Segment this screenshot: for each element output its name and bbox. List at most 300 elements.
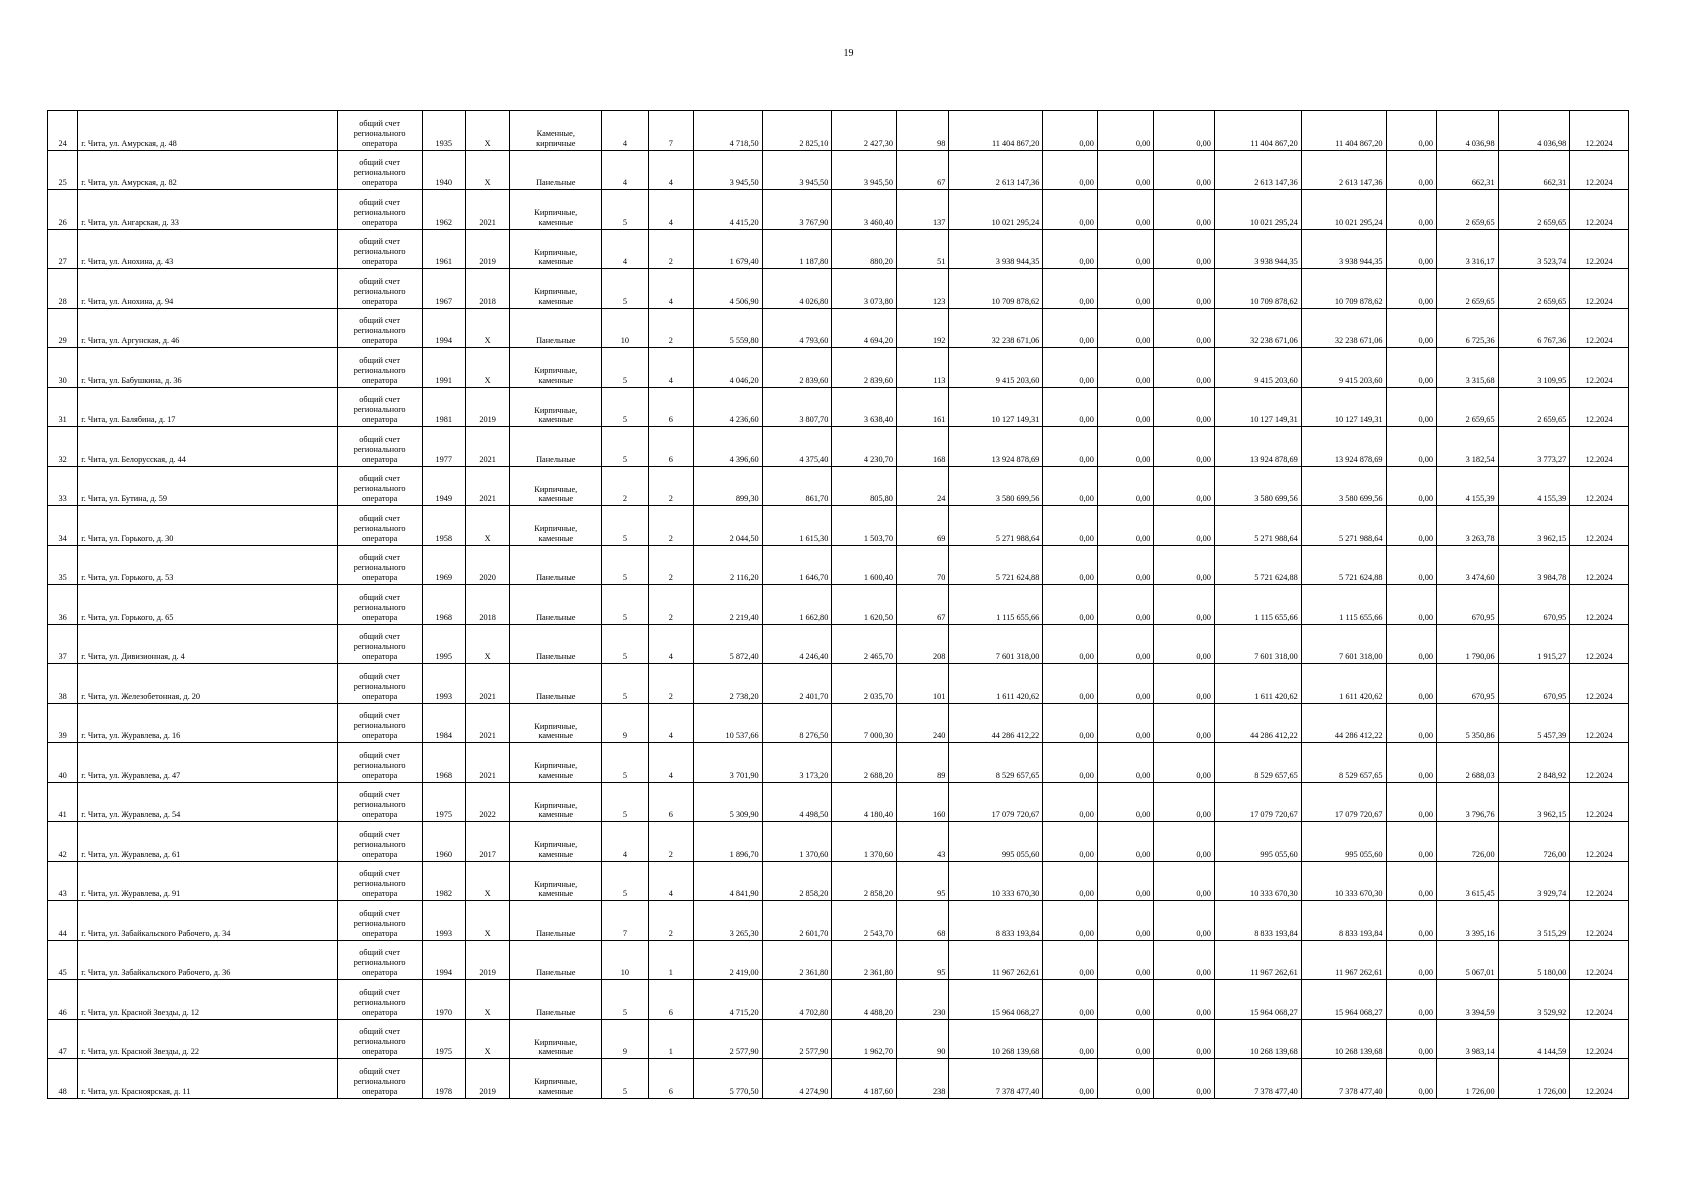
account-type-line: общий счет	[359, 474, 400, 484]
account-type-line: регионального	[353, 839, 406, 849]
max-unit-cost-cell: 3 109,95	[1498, 348, 1570, 388]
floors-cell: 4	[602, 822, 648, 862]
other-funds-cell: 0,00	[1386, 387, 1436, 427]
total-area-cell: 5 309,90	[694, 782, 763, 822]
residential-area-cell: 4 230,70	[832, 427, 897, 467]
residents-count-cell: 137	[896, 190, 948, 230]
unit-cost-cell: 3 315,68	[1437, 348, 1499, 388]
repair-cost-total-cell: 11 404 867,20	[949, 111, 1043, 151]
total-area-cell: 4 396,60	[694, 427, 763, 467]
commission-year-cell: 1949	[422, 466, 465, 506]
account-type-cell	[337, 466, 422, 506]
account-type-cell	[337, 308, 422, 348]
local-funds-cell: 0,00	[1154, 624, 1215, 664]
local-funds-cell: 0,00	[1154, 585, 1215, 625]
account-type-line: общий счет	[359, 711, 400, 721]
entrances-cell: 4	[648, 150, 693, 190]
floors-cell: 5	[602, 387, 648, 427]
local-funds-cell: 0,00	[1154, 308, 1215, 348]
commission-year-cell: 1958	[422, 506, 465, 546]
total-area-cell: 4 718,50	[694, 111, 763, 151]
table-row	[48, 664, 1629, 704]
local-funds-cell: 0,00	[1154, 980, 1215, 1020]
account-type-line: оператора	[361, 454, 398, 464]
table-row	[48, 427, 1629, 467]
residential-area-cell: 3 638,40	[832, 387, 897, 427]
account-type-cell	[337, 387, 422, 427]
local-funds-cell: 0,00	[1154, 348, 1215, 388]
entrances-cell: 6	[648, 387, 693, 427]
account-type-cell	[337, 1059, 422, 1099]
completion-date-cell: 12.2024	[1570, 111, 1629, 151]
last-repair-year-cell: 2021	[465, 466, 509, 506]
federal-funds-cell: 0,00	[1043, 190, 1098, 230]
other-funds-cell: 0,00	[1386, 940, 1436, 980]
repair-cost-total-cell: 10 021 295,24	[949, 190, 1043, 230]
regional-funds-cell: 0,00	[1097, 545, 1154, 585]
residents-count-cell: 238	[896, 1059, 948, 1099]
owners-funds-total-cell: 10 021 295,24	[1301, 190, 1386, 230]
other-funds-cell: 0,00	[1386, 1059, 1436, 1099]
total-area-cell: 4 506,90	[694, 269, 763, 309]
owners-funds-cell: 15 964 068,27	[1214, 980, 1301, 1020]
address-cell: г. Чита, ул. Горького, д. 53	[78, 545, 337, 585]
local-funds-cell: 0,00	[1154, 111, 1215, 151]
entrances-cell: 2	[648, 229, 693, 269]
residents-count-cell: 67	[896, 585, 948, 625]
commission-year-cell: 1975	[422, 1019, 465, 1059]
row-number-cell: 39	[48, 703, 78, 743]
owners-funds-cell: 3 938 944,35	[1214, 229, 1301, 269]
wall-material-cell	[510, 150, 602, 190]
premises-area-cell: 3 767,90	[762, 190, 832, 230]
wall-material-cell	[510, 506, 602, 546]
commission-year-cell: 1981	[422, 387, 465, 427]
unit-cost-cell: 670,95	[1437, 664, 1499, 704]
max-unit-cost-cell: 2 659,65	[1498, 190, 1570, 230]
account-type-line: регионального	[353, 760, 406, 770]
wall-material-line: каменные	[538, 889, 574, 899]
account-type-line: регионального	[353, 365, 406, 375]
federal-funds-cell: 0,00	[1043, 387, 1098, 427]
account-type-cell	[337, 150, 422, 190]
repair-cost-total-cell: 5 721 624,88	[949, 545, 1043, 585]
address-cell: г. Чита, ул. Журавлева, д. 16	[78, 703, 337, 743]
wall-material-cell	[510, 940, 602, 980]
account-type-line: регионального	[353, 642, 406, 652]
regional-funds-cell: 0,00	[1097, 624, 1154, 664]
account-type-line: оператора	[361, 1007, 398, 1017]
entrances-cell: 2	[648, 506, 693, 546]
floors-cell: 5	[602, 427, 648, 467]
wall-material-line: Кирпичные,	[534, 524, 578, 534]
account-type-line: оператора	[361, 573, 398, 583]
completion-date-cell: 12.2024	[1570, 901, 1629, 941]
premises-area-cell: 1 370,60	[762, 822, 832, 862]
account-type-line: регионального	[353, 484, 406, 494]
address-cell: г. Чита, ул. Железобетонная, д. 20	[78, 664, 337, 704]
completion-date-cell: 12.2024	[1570, 229, 1629, 269]
address-cell: г. Чита, ул. Балябина, д. 17	[78, 387, 337, 427]
other-funds-cell: 0,00	[1386, 901, 1436, 941]
unit-cost-cell: 726,00	[1437, 822, 1499, 862]
local-funds-cell: 0,00	[1154, 940, 1215, 980]
floors-cell: 5	[602, 545, 648, 585]
other-funds-cell: 0,00	[1386, 466, 1436, 506]
account-type-line: регионального	[353, 405, 406, 415]
total-area-cell: 2 738,20	[694, 664, 763, 704]
federal-funds-cell: 0,00	[1043, 308, 1098, 348]
completion-date-cell: 12.2024	[1570, 348, 1629, 388]
last-repair-year-cell: 2020	[465, 545, 509, 585]
repair-cost-total-cell: 1 611 420,62	[949, 664, 1043, 704]
other-funds-cell: 0,00	[1386, 545, 1436, 585]
account-type-line: оператора	[361, 494, 398, 504]
completion-date-cell: 12.2024	[1570, 269, 1629, 309]
table-row	[48, 624, 1629, 664]
wall-material-line: Панельные	[536, 573, 576, 583]
local-funds-cell: 0,00	[1154, 822, 1215, 862]
owners-funds-total-cell: 7 378 477,40	[1301, 1059, 1386, 1099]
residential-area-cell: 2 839,60	[832, 348, 897, 388]
total-area-cell: 5 559,80	[694, 308, 763, 348]
wall-material-cell	[510, 308, 602, 348]
wall-material-line: Кирпичные,	[534, 761, 578, 771]
premises-area-cell: 2 839,60	[762, 348, 832, 388]
residential-area-cell: 2 035,70	[832, 664, 897, 704]
owners-funds-total-cell: 9 415 203,60	[1301, 348, 1386, 388]
address-cell: г. Чита, ул. Ангарская, д. 33	[78, 190, 337, 230]
owners-funds-cell: 7 601 318,00	[1214, 624, 1301, 664]
account-type-line: оператора	[361, 968, 398, 978]
wall-material-cell	[510, 822, 602, 862]
repair-cost-total-cell: 10 127 149,31	[949, 387, 1043, 427]
account-type-line: оператора	[361, 691, 398, 701]
wall-material-line: каменные	[538, 731, 574, 741]
local-funds-cell: 0,00	[1154, 1019, 1215, 1059]
max-unit-cost-cell: 3 773,27	[1498, 427, 1570, 467]
total-area-cell: 4 841,90	[694, 861, 763, 901]
wall-material-cell	[510, 1019, 602, 1059]
wall-material-cell	[510, 269, 602, 309]
wall-material-line: Панельные	[536, 691, 576, 701]
commission-year-cell: 1975	[422, 782, 465, 822]
row-number-cell: 41	[48, 782, 78, 822]
commission-year-cell: 1982	[422, 861, 465, 901]
table-row	[48, 1019, 1629, 1059]
account-type-line: оператора	[361, 731, 398, 741]
entrances-cell: 2	[648, 308, 693, 348]
repair-cost-total-cell: 10 709 878,62	[949, 269, 1043, 309]
account-type-cell	[337, 743, 422, 783]
entrances-cell: 2	[648, 466, 693, 506]
repair-cost-total-cell: 32 238 671,06	[949, 308, 1043, 348]
entrances-cell: 1	[648, 1019, 693, 1059]
table-row	[48, 348, 1629, 388]
floors-cell: 9	[602, 1019, 648, 1059]
max-unit-cost-cell: 2 848,92	[1498, 743, 1570, 783]
repair-cost-total-cell: 8 529 657,65	[949, 743, 1043, 783]
owners-funds-cell: 10 709 878,62	[1214, 269, 1301, 309]
residential-area-cell: 2 361,80	[832, 940, 897, 980]
row-number-cell: 29	[48, 308, 78, 348]
residents-count-cell: 70	[896, 545, 948, 585]
table-row	[48, 703, 1629, 743]
account-type-line: общий счет	[359, 276, 400, 286]
other-funds-cell: 0,00	[1386, 308, 1436, 348]
max-unit-cost-cell: 3 929,74	[1498, 861, 1570, 901]
residential-area-cell: 4 187,60	[832, 1059, 897, 1099]
wall-material-cell	[510, 229, 602, 269]
floors-cell: 10	[602, 940, 648, 980]
account-type-line: общий счет	[359, 671, 400, 681]
address-cell: г. Чита, ул. Горького, д. 65	[78, 585, 337, 625]
total-area-cell: 1 896,70	[694, 822, 763, 862]
residential-area-cell: 1 620,50	[832, 585, 897, 625]
completion-date-cell: 12.2024	[1570, 1019, 1629, 1059]
account-type-cell	[337, 664, 422, 704]
wall-material-cell	[510, 427, 602, 467]
owners-funds-total-cell: 13 924 878,69	[1301, 427, 1386, 467]
unit-cost-cell: 2 659,65	[1437, 387, 1499, 427]
repair-cost-total-cell: 2 613 147,36	[949, 150, 1043, 190]
owners-funds-cell: 13 924 878,69	[1214, 427, 1301, 467]
total-area-cell: 3 945,50	[694, 150, 763, 190]
account-type-line: регионального	[353, 563, 406, 573]
last-repair-year-cell: 2017	[465, 822, 509, 862]
total-area-cell: 3 701,90	[694, 743, 763, 783]
address-cell: г. Чита, ул. Амурская, д. 48	[78, 111, 337, 151]
account-type-line: регионального	[353, 918, 406, 928]
regional-funds-cell: 0,00	[1097, 427, 1154, 467]
regional-funds-cell: 0,00	[1097, 150, 1154, 190]
address-cell: г. Чита, ул. Анохина, д. 43	[78, 229, 337, 269]
owners-funds-cell: 8 529 657,65	[1214, 743, 1301, 783]
floors-cell: 10	[602, 308, 648, 348]
account-type-line: оператора	[361, 257, 398, 267]
other-funds-cell: 0,00	[1386, 1019, 1436, 1059]
residential-area-cell: 2 688,20	[832, 743, 897, 783]
account-type-cell	[337, 980, 422, 1020]
row-number-cell: 31	[48, 387, 78, 427]
entrances-cell: 4	[648, 624, 693, 664]
row-number-cell: 32	[48, 427, 78, 467]
regional-funds-cell: 0,00	[1097, 822, 1154, 862]
account-type-line: оператора	[361, 889, 398, 899]
owners-funds-total-cell: 32 238 671,06	[1301, 308, 1386, 348]
residential-area-cell: 7 000,30	[832, 703, 897, 743]
account-type-line: оператора	[361, 770, 398, 780]
table-row	[48, 150, 1629, 190]
commission-year-cell: 1994	[422, 308, 465, 348]
wall-material-line: Панельные	[536, 336, 576, 346]
table-row	[48, 861, 1629, 901]
account-type-line: оператора	[361, 415, 398, 425]
entrances-cell: 2	[648, 585, 693, 625]
total-area-cell: 899,30	[694, 466, 763, 506]
wall-material-cell	[510, 664, 602, 704]
account-type-cell	[337, 229, 422, 269]
residential-area-cell: 1 503,70	[832, 506, 897, 546]
completion-date-cell: 12.2024	[1570, 506, 1629, 546]
entrances-cell: 4	[648, 703, 693, 743]
completion-date-cell: 12.2024	[1570, 822, 1629, 862]
federal-funds-cell: 0,00	[1043, 585, 1098, 625]
regional-funds-cell: 0,00	[1097, 980, 1154, 1020]
address-cell: г. Чита, ул. Бутина, д. 59	[78, 466, 337, 506]
wall-material-line: Кирпичные,	[534, 366, 578, 376]
owners-funds-cell: 17 079 720,67	[1214, 782, 1301, 822]
owners-funds-total-cell: 11 967 262,61	[1301, 940, 1386, 980]
max-unit-cost-cell: 4 144,59	[1498, 1019, 1570, 1059]
address-cell: г. Чита, ул. Дивизионная, д. 4	[78, 624, 337, 664]
repair-cost-total-cell: 15 964 068,27	[949, 980, 1043, 1020]
completion-date-cell: 12.2024	[1570, 466, 1629, 506]
address-cell: г. Чита, ул. Бабушкина, д. 36	[78, 348, 337, 388]
last-repair-year-cell: Х	[465, 111, 509, 151]
total-area-cell: 10 537,66	[694, 703, 763, 743]
account-type-line: регионального	[353, 997, 406, 1007]
wall-material-line: каменные	[538, 1086, 574, 1096]
max-unit-cost-cell: 3 515,29	[1498, 901, 1570, 941]
federal-funds-cell: 0,00	[1043, 743, 1098, 783]
residential-area-cell: 880,20	[832, 229, 897, 269]
premises-area-cell: 861,70	[762, 466, 832, 506]
repair-cost-total-cell: 3 580 699,56	[949, 466, 1043, 506]
residential-area-cell: 4 694,20	[832, 308, 897, 348]
unit-cost-cell: 4 155,39	[1437, 466, 1499, 506]
account-type-line: общий счет	[359, 513, 400, 523]
local-funds-cell: 0,00	[1154, 703, 1215, 743]
premises-area-cell: 4 702,80	[762, 980, 832, 1020]
total-area-cell: 2 044,50	[694, 506, 763, 546]
premises-area-cell: 2 601,70	[762, 901, 832, 941]
account-type-cell	[337, 348, 422, 388]
floors-cell: 2	[602, 466, 648, 506]
completion-date-cell: 12.2024	[1570, 585, 1629, 625]
owners-funds-total-cell: 5 721 624,88	[1301, 545, 1386, 585]
residential-area-cell: 2 465,70	[832, 624, 897, 664]
last-repair-year-cell: 2021	[465, 190, 509, 230]
account-type-line: общий счет	[359, 237, 400, 247]
account-type-line: регионального	[353, 721, 406, 731]
completion-date-cell: 12.2024	[1570, 545, 1629, 585]
account-type-line: регионального	[353, 444, 406, 454]
premises-area-cell: 3 173,20	[762, 743, 832, 783]
completion-date-cell: 12.2024	[1570, 190, 1629, 230]
wall-material-line: каменные	[538, 296, 574, 306]
row-number-cell: 45	[48, 940, 78, 980]
table-row	[48, 743, 1629, 783]
account-type-line: оператора	[361, 810, 398, 820]
federal-funds-cell: 0,00	[1043, 111, 1098, 151]
other-funds-cell: 0,00	[1386, 190, 1436, 230]
total-area-cell: 4 236,60	[694, 387, 763, 427]
other-funds-cell: 0,00	[1386, 348, 1436, 388]
regional-funds-cell: 0,00	[1097, 664, 1154, 704]
last-repair-year-cell: Х	[465, 308, 509, 348]
regional-funds-cell: 0,00	[1097, 190, 1154, 230]
wall-material-line: каменные	[538, 533, 574, 543]
premises-area-cell: 2 858,20	[762, 861, 832, 901]
other-funds-cell: 0,00	[1386, 822, 1436, 862]
premises-area-cell: 4 246,40	[762, 624, 832, 664]
account-type-line: оператора	[361, 178, 398, 188]
completion-date-cell: 12.2024	[1570, 427, 1629, 467]
residents-count-cell: 89	[896, 743, 948, 783]
wall-material-cell	[510, 466, 602, 506]
other-funds-cell: 0,00	[1386, 585, 1436, 625]
premises-area-cell: 3 945,50	[762, 150, 832, 190]
commission-year-cell: 1967	[422, 269, 465, 309]
account-type-line: регионального	[353, 207, 406, 217]
row-number-cell: 24	[48, 111, 78, 151]
account-type-line: оператора	[361, 138, 398, 148]
unit-cost-cell: 3 394,59	[1437, 980, 1499, 1020]
table-row	[48, 111, 1629, 151]
unit-cost-cell: 2 688,03	[1437, 743, 1499, 783]
page-number: 19	[843, 48, 854, 59]
federal-funds-cell: 0,00	[1043, 901, 1098, 941]
account-type-line: общий счет	[359, 1066, 400, 1076]
account-type-line: оператора	[361, 1086, 398, 1096]
completion-date-cell: 12.2024	[1570, 387, 1629, 427]
account-type-line: регионального	[353, 168, 406, 178]
max-unit-cost-cell: 3 523,74	[1498, 229, 1570, 269]
commission-year-cell: 1970	[422, 980, 465, 1020]
wall-material-cell	[510, 111, 602, 151]
account-type-cell	[337, 822, 422, 862]
entrances-cell: 6	[648, 1059, 693, 1099]
row-number-cell: 33	[48, 466, 78, 506]
residents-count-cell: 123	[896, 269, 948, 309]
premises-area-cell: 3 807,70	[762, 387, 832, 427]
table-body	[48, 111, 1629, 1099]
row-number-cell: 30	[48, 348, 78, 388]
other-funds-cell: 0,00	[1386, 150, 1436, 190]
max-unit-cost-cell: 3 984,78	[1498, 545, 1570, 585]
unit-cost-cell: 6 725,36	[1437, 308, 1499, 348]
entrances-cell: 4	[648, 743, 693, 783]
floors-cell: 5	[602, 269, 648, 309]
residents-count-cell: 168	[896, 427, 948, 467]
owners-funds-total-cell: 3 938 944,35	[1301, 229, 1386, 269]
unit-cost-cell: 2 659,65	[1437, 190, 1499, 230]
residents-count-cell: 24	[896, 466, 948, 506]
table-row	[48, 269, 1629, 309]
row-number-cell: 35	[48, 545, 78, 585]
floors-cell: 4	[602, 150, 648, 190]
max-unit-cost-cell: 3 962,15	[1498, 506, 1570, 546]
federal-funds-cell: 0,00	[1043, 466, 1098, 506]
floors-cell: 5	[602, 585, 648, 625]
address-cell: г. Чита, ул. Журавлева, д. 47	[78, 743, 337, 783]
wall-material-line: Кирпичные,	[534, 247, 578, 257]
floors-cell: 5	[602, 743, 648, 783]
table-row	[48, 387, 1629, 427]
commission-year-cell: 1994	[422, 940, 465, 980]
regional-funds-cell: 0,00	[1097, 229, 1154, 269]
wall-material-cell	[510, 624, 602, 664]
address-cell: г. Чита, ул. Журавлева, д. 54	[78, 782, 337, 822]
premises-area-cell: 4 026,80	[762, 269, 832, 309]
federal-funds-cell: 0,00	[1043, 269, 1098, 309]
total-area-cell: 4 415,20	[694, 190, 763, 230]
address-cell: г. Чита, ул. Красноярская, д. 11	[78, 1059, 337, 1099]
commission-year-cell: 1969	[422, 545, 465, 585]
wall-material-cell	[510, 980, 602, 1020]
local-funds-cell: 0,00	[1154, 545, 1215, 585]
